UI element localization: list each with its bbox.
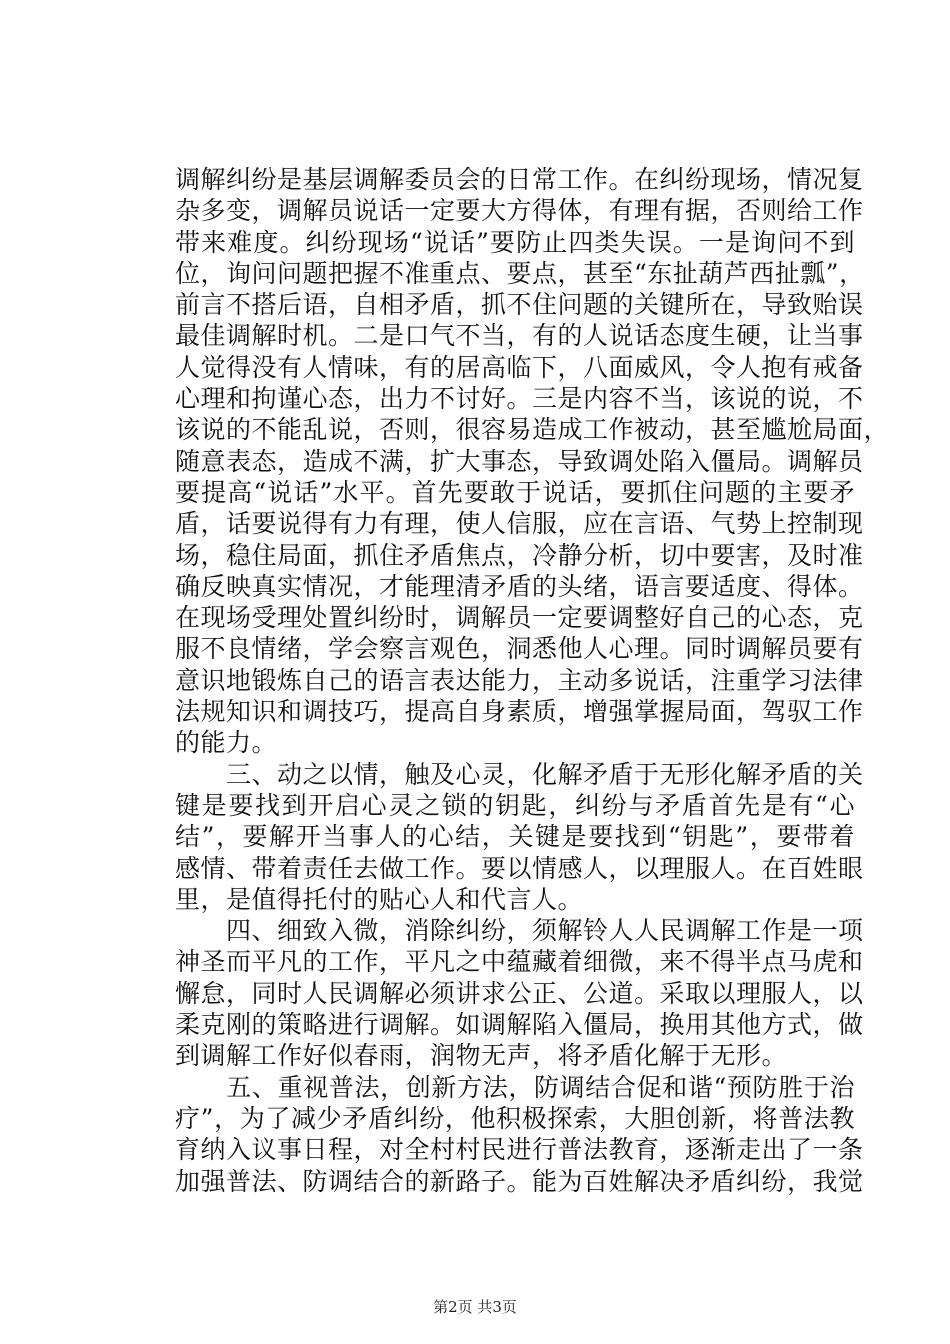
text-line: 四、细致入微，消除纠纷，须解铃人人民调解工作是一项	[175, 916, 864, 946]
text-line: 确反映真实情况，才能理清矛盾的头绪，语言要适度、得体。	[175, 571, 864, 601]
text-line: 懈怠，同时人民调解必须讲求公正、公道。采取以理服人，以	[175, 978, 864, 1008]
text-line: 的能力。	[175, 728, 278, 758]
text-line: 盾，话要说得有力有理，使人信服，应在言语、气势上控制现	[175, 509, 864, 539]
text-line: 带来难度。纠纷现场“说话”要防止四类失误。一是询问不到	[175, 227, 855, 257]
text-line: 前言不搭后语，自相矛盾，抓不住问题的关键所在，导致贻误	[175, 290, 864, 320]
text-line: 在现场受理处置纠纷时，调解员一定要调整好自己的心态，克	[175, 603, 864, 633]
document-body	[175, 164, 890, 1197]
text-line: 服不良情绪，学会察言观色，洞悉他人心理。同时调解员要有	[175, 634, 864, 664]
text-line: 神圣而平凡的工作，平凡之中蕴藏着细微，来不得半点马虎和	[175, 947, 864, 977]
text-line: 最佳调解时机。二是口气不当，有的人说话态度生硬，让当事	[175, 321, 864, 351]
text-line: 意识地锻炼自己的语言表达能力，主动多说话，注重学习法律	[175, 665, 864, 695]
text-line: 杂多变，调解员说话一定要大方得体，有理有据，否则给工作	[175, 196, 864, 226]
text-line: 三、动之以情，触及心灵，化解矛盾于无形化解矛盾的关	[175, 759, 864, 789]
text-line: 结”，要解开当事人的心结，关键是要找到“钥匙”，要带着	[175, 822, 855, 852]
text-line: 随意表态，造成不满，扩大事态，导致调处陷入僵局。调解员	[175, 446, 864, 476]
text-line: 要提高“说话”水平。首先要敢于说话，要抓住问题的主要矛	[175, 477, 855, 507]
text-line: 心理和拘谨心态，出力不讨好。三是内容不当，该说的说，不	[175, 384, 864, 414]
text-line: 人觉得没有人情味，有的居高临下，八面威风，令人抱有戒备	[175, 352, 864, 382]
text-line: 法规知识和调技巧，提高自身素质，增强掌握局面，驾驭工作	[175, 697, 864, 727]
text-line: 该说的不能乱说，否则，很容易造成工作被动，甚至尴尬局面，	[175, 415, 890, 445]
text-line: 育纳入议事日程，对全村村民进行普法教育，逐渐走出了一条	[175, 1135, 864, 1165]
text-line: 加强普法、防调结合的新路子。能为百姓解决矛盾纠纷，我觉	[175, 1166, 864, 1196]
text-line: 疗”，为了减少矛盾纠纷，他积极探索，大胆创新，将普法教	[175, 1103, 855, 1133]
text-line: 调解纠纷是基层调解委员会的日常工作。在纠纷现场，情况复	[175, 165, 864, 194]
text-line: 里，是值得托付的贴心人和代言人。	[175, 884, 584, 914]
text-line: 柔克刚的策略进行调解。如调解陷入僵局，换用其他方式，做	[175, 1010, 864, 1040]
text-line: 键是要找到开启心灵之锁的钥匙，纠纷与矛盾首先是有“心	[175, 790, 855, 820]
page-footer: 第2页 共3页	[433, 1298, 517, 1316]
text-line: 位，询问问题把握不准重点、要点，甚至“东扯葫芦西扯瓢”，	[175, 258, 865, 288]
text-line: 五、重视普法，创新方法，防调结合促和谐“预防胜于治	[175, 1072, 855, 1102]
text-line: 到调解工作好似春雨，润物无声，将矛盾化解于无形。	[175, 1041, 788, 1071]
text-line: 感情、带着责任去做工作。要以情感人，以理服人。在百姓眼	[175, 853, 864, 883]
text-line: 场，稳住局面，抓住矛盾焦点，冷静分析，切中要害，及时准	[175, 540, 864, 570]
